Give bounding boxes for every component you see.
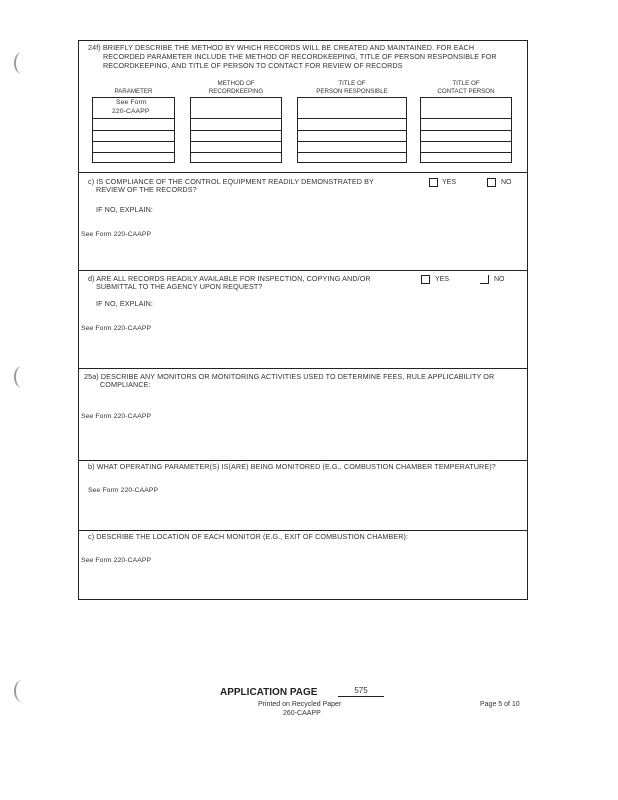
25c-answer[interactable]: See Form 220-CAAPP (81, 557, 152, 564)
punch-hole-top (14, 52, 30, 74)
c-yes-checkbox[interactable] (429, 178, 438, 187)
25a-answer[interactable]: See Form 220-CAAPP (81, 413, 152, 420)
records-question-line2: RECORDED PARAMETER INCLUDE THE METHOD OF RECORDKEEPING, TITLE OF PERSON RESPONSIBLE FOR (103, 52, 497, 61)
question-25b: b) WHAT OPERATING PARAMETER(S) IS(ARE) BEING MONITORED (E.G., COMBUSTION CHAMBER TEMPERATURE)? (88, 462, 496, 471)
c-explain-label: IF NO, EXPLAIN: (96, 205, 154, 214)
divider-c (78, 172, 528, 173)
punch-hole-bottom (14, 680, 30, 702)
divider-25b (78, 460, 528, 461)
question-25a-line2: COMPLIANCE: (100, 380, 151, 389)
col-header-method: METHOD OF RECORDKEEPING (208, 80, 264, 95)
application-page-label: APPLICATION PAGE (220, 687, 318, 698)
d-explain-label: IF NO, EXPLAIN: (96, 299, 154, 308)
c-answer[interactable]: See Form 220-CAAPP (81, 231, 152, 238)
divider-25a (78, 368, 528, 369)
d-yes-label: YES (435, 276, 450, 283)
c-no-label: NO (501, 179, 512, 186)
d-yes-checkbox[interactable] (421, 275, 430, 284)
question-d: d) ARE ALL RECORDS READILY AVAILABLE FOR INSPECTION, COPYING AND/OR (88, 274, 371, 283)
col-header-responsible: TITLE OF PERSON RESPONSIBLE (316, 80, 388, 95)
c-no-checkbox[interactable] (487, 178, 496, 187)
question-25a: 25a) DESCRIBE ANY MONITORS OR MONITORING ACTIVITIES USED TO DETERMINE FEES, RULE APPLICABILITY OR (84, 372, 495, 381)
col-header-contact: TITLE OF CONTACT PERSON (437, 80, 495, 95)
first-entry-line2: 220-CAAPP (112, 108, 150, 115)
d-no-checkbox[interactable] (480, 275, 489, 284)
divider-25c (78, 530, 528, 531)
25b-answer[interactable]: See Form 220-CAAPP (88, 487, 159, 494)
records-question-line3: RECORDKEEPING, AND TITLE OF PERSON TO CONTACT FOR REVIEW OF RECORDS (103, 61, 403, 70)
first-entry-line1: See Form (116, 99, 147, 106)
question-c-line2: REVIEW OF THE RECORDS? (96, 185, 197, 194)
d-answer[interactable]: See Form 220-CAAPP (81, 325, 152, 332)
col-header-parameter: PARAMETER (114, 88, 153, 95)
question-c: c) IS COMPLIANCE OF THE CONTROL EQUIPMENT READILY DEMONSTRATED BY (88, 177, 374, 186)
question-d-line2: SUBMITTAL TO THE AGENCY UPON REQUEST? (96, 282, 263, 291)
application-page-number: 575 (338, 686, 384, 697)
c-yes-label: YES (442, 179, 457, 186)
form-number: 260-CAAPP (283, 710, 321, 717)
question-25c: c) DESCRIBE THE LOCATION OF EACH MONITOR (E.G., EXIT OF COMBUSTION CHAMBER): (88, 532, 409, 541)
records-question: 24f) BRIEFLY DESCRIBE THE METHOD BY WHICH RECORDS WILL BE CREATED AND MAINTAINED. FOR EACH (88, 43, 475, 52)
punch-hole-middle (14, 366, 30, 388)
divider-d (78, 270, 528, 271)
recycled-paper-note: Printed on Recycled Paper (258, 701, 342, 708)
d-no-label: NO (494, 276, 505, 283)
page-of-pages: Page 5 of 10 (480, 701, 520, 708)
